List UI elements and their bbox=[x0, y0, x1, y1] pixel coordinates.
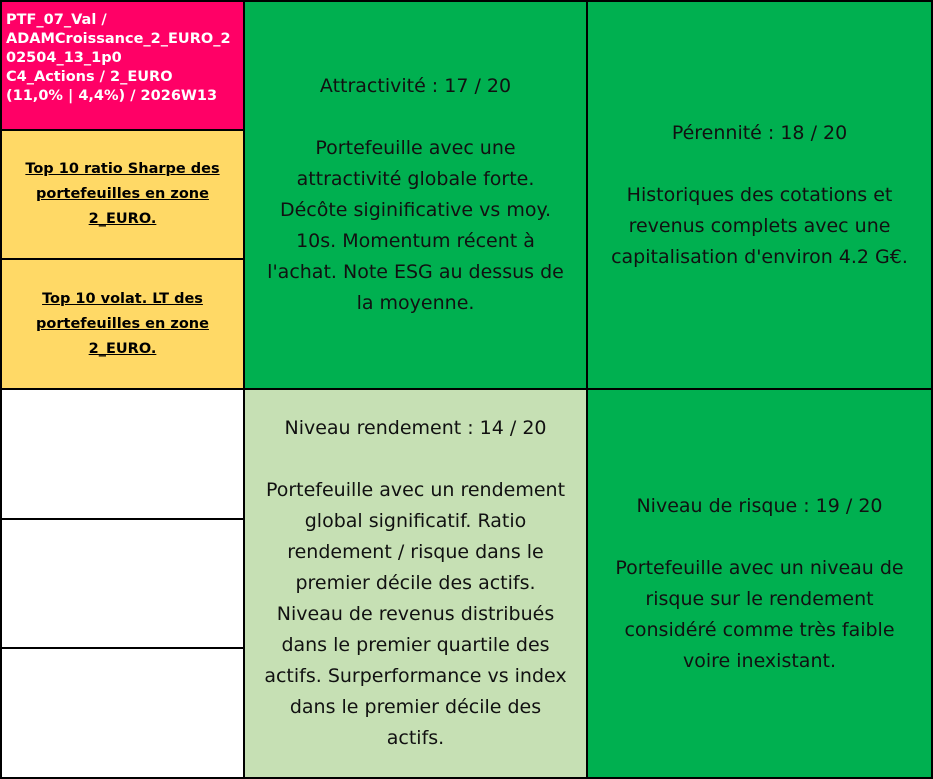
desc-line: capitalisation d'environ 4.2 G€. bbox=[611, 245, 908, 268]
header-line: ADAMCroissance_2_EURO_2 bbox=[6, 31, 231, 47]
desc-line: considéré comme très faible bbox=[624, 618, 895, 641]
empty-cell bbox=[2, 649, 243, 777]
header-line: 02504_13_1p0 bbox=[6, 50, 122, 66]
rendement-title: Niveau rendement : 14 / 20 bbox=[284, 417, 547, 439]
attractivite-description bbox=[267, 133, 564, 319]
risque-title: Niveau de risque : 19 / 20 bbox=[636, 494, 883, 517]
volat-link-cell bbox=[2, 260, 243, 388]
perennite-description bbox=[611, 180, 908, 273]
header-line: (11,0% | 4,4%) / 2026W13 bbox=[6, 88, 218, 104]
desc-line: Portefeuille avec un rendement bbox=[265, 479, 566, 501]
empty-cell bbox=[2, 520, 243, 647]
desc-line: risque sur le rendement bbox=[645, 587, 874, 610]
attractivite-cell bbox=[245, 2, 586, 388]
rendement-description bbox=[264, 475, 566, 754]
header-line: PTF_07_Val / bbox=[6, 12, 107, 28]
desc-line: Décôte siginificative vs moy. bbox=[279, 199, 552, 221]
desc-line: Portefeuille avec une bbox=[315, 137, 516, 159]
desc-line: premier décile des actifs. bbox=[295, 572, 536, 594]
link-line: Top 10 volat. LT des bbox=[42, 290, 203, 307]
top10-sharpe-link[interactable] bbox=[25, 157, 219, 232]
link-line: 2_EURO. bbox=[88, 340, 157, 357]
sharpe-link-cell bbox=[2, 131, 243, 258]
desc-line: Portefeuille avec un niveau de bbox=[615, 556, 904, 579]
link-line: portefeuilles en zone bbox=[36, 186, 209, 202]
perennite-cell bbox=[588, 2, 931, 388]
desc-line: revenus complets avec une bbox=[628, 214, 891, 237]
link-line: portefeuilles en zone bbox=[36, 315, 209, 332]
desc-line: dans le premier décile des bbox=[289, 696, 542, 718]
desc-line: voire inexistant. bbox=[682, 649, 836, 672]
top10-volat-link[interactable] bbox=[36, 287, 209, 362]
risque-description bbox=[615, 553, 903, 677]
desc-line: rendement / risque dans le bbox=[287, 541, 544, 563]
desc-line: actifs. bbox=[386, 727, 445, 749]
desc-line: Niveau de revenus distribués bbox=[276, 603, 555, 625]
desc-line: actifs. Surperformance vs index bbox=[264, 665, 567, 687]
link-line: Top 10 ratio Sharpe des bbox=[25, 161, 220, 177]
perennite-title: Pérennité : 18 / 20 bbox=[671, 121, 848, 144]
rendement-cell bbox=[245, 390, 586, 777]
risque-cell bbox=[588, 390, 931, 777]
attractivite-title: Attractivité : 17 / 20 bbox=[319, 75, 512, 97]
desc-line: Historiques des cotations et bbox=[626, 183, 893, 206]
desc-line: l'achat. Note ESG au dessus de bbox=[267, 261, 564, 283]
header-line: C4_Actions / 2_EURO bbox=[6, 69, 173, 85]
empty-cell bbox=[2, 390, 243, 518]
desc-line: attractivité globale forte. bbox=[296, 168, 535, 190]
desc-line: dans le premier quartile des bbox=[281, 634, 550, 656]
desc-line: la moyenne. bbox=[356, 292, 475, 314]
link-line: 2_EURO. bbox=[88, 211, 157, 227]
desc-line: global significatif. Ratio bbox=[304, 510, 527, 532]
portfolio-header-cell bbox=[2, 2, 243, 129]
desc-line: 10s. Momentum récent à bbox=[296, 230, 535, 252]
